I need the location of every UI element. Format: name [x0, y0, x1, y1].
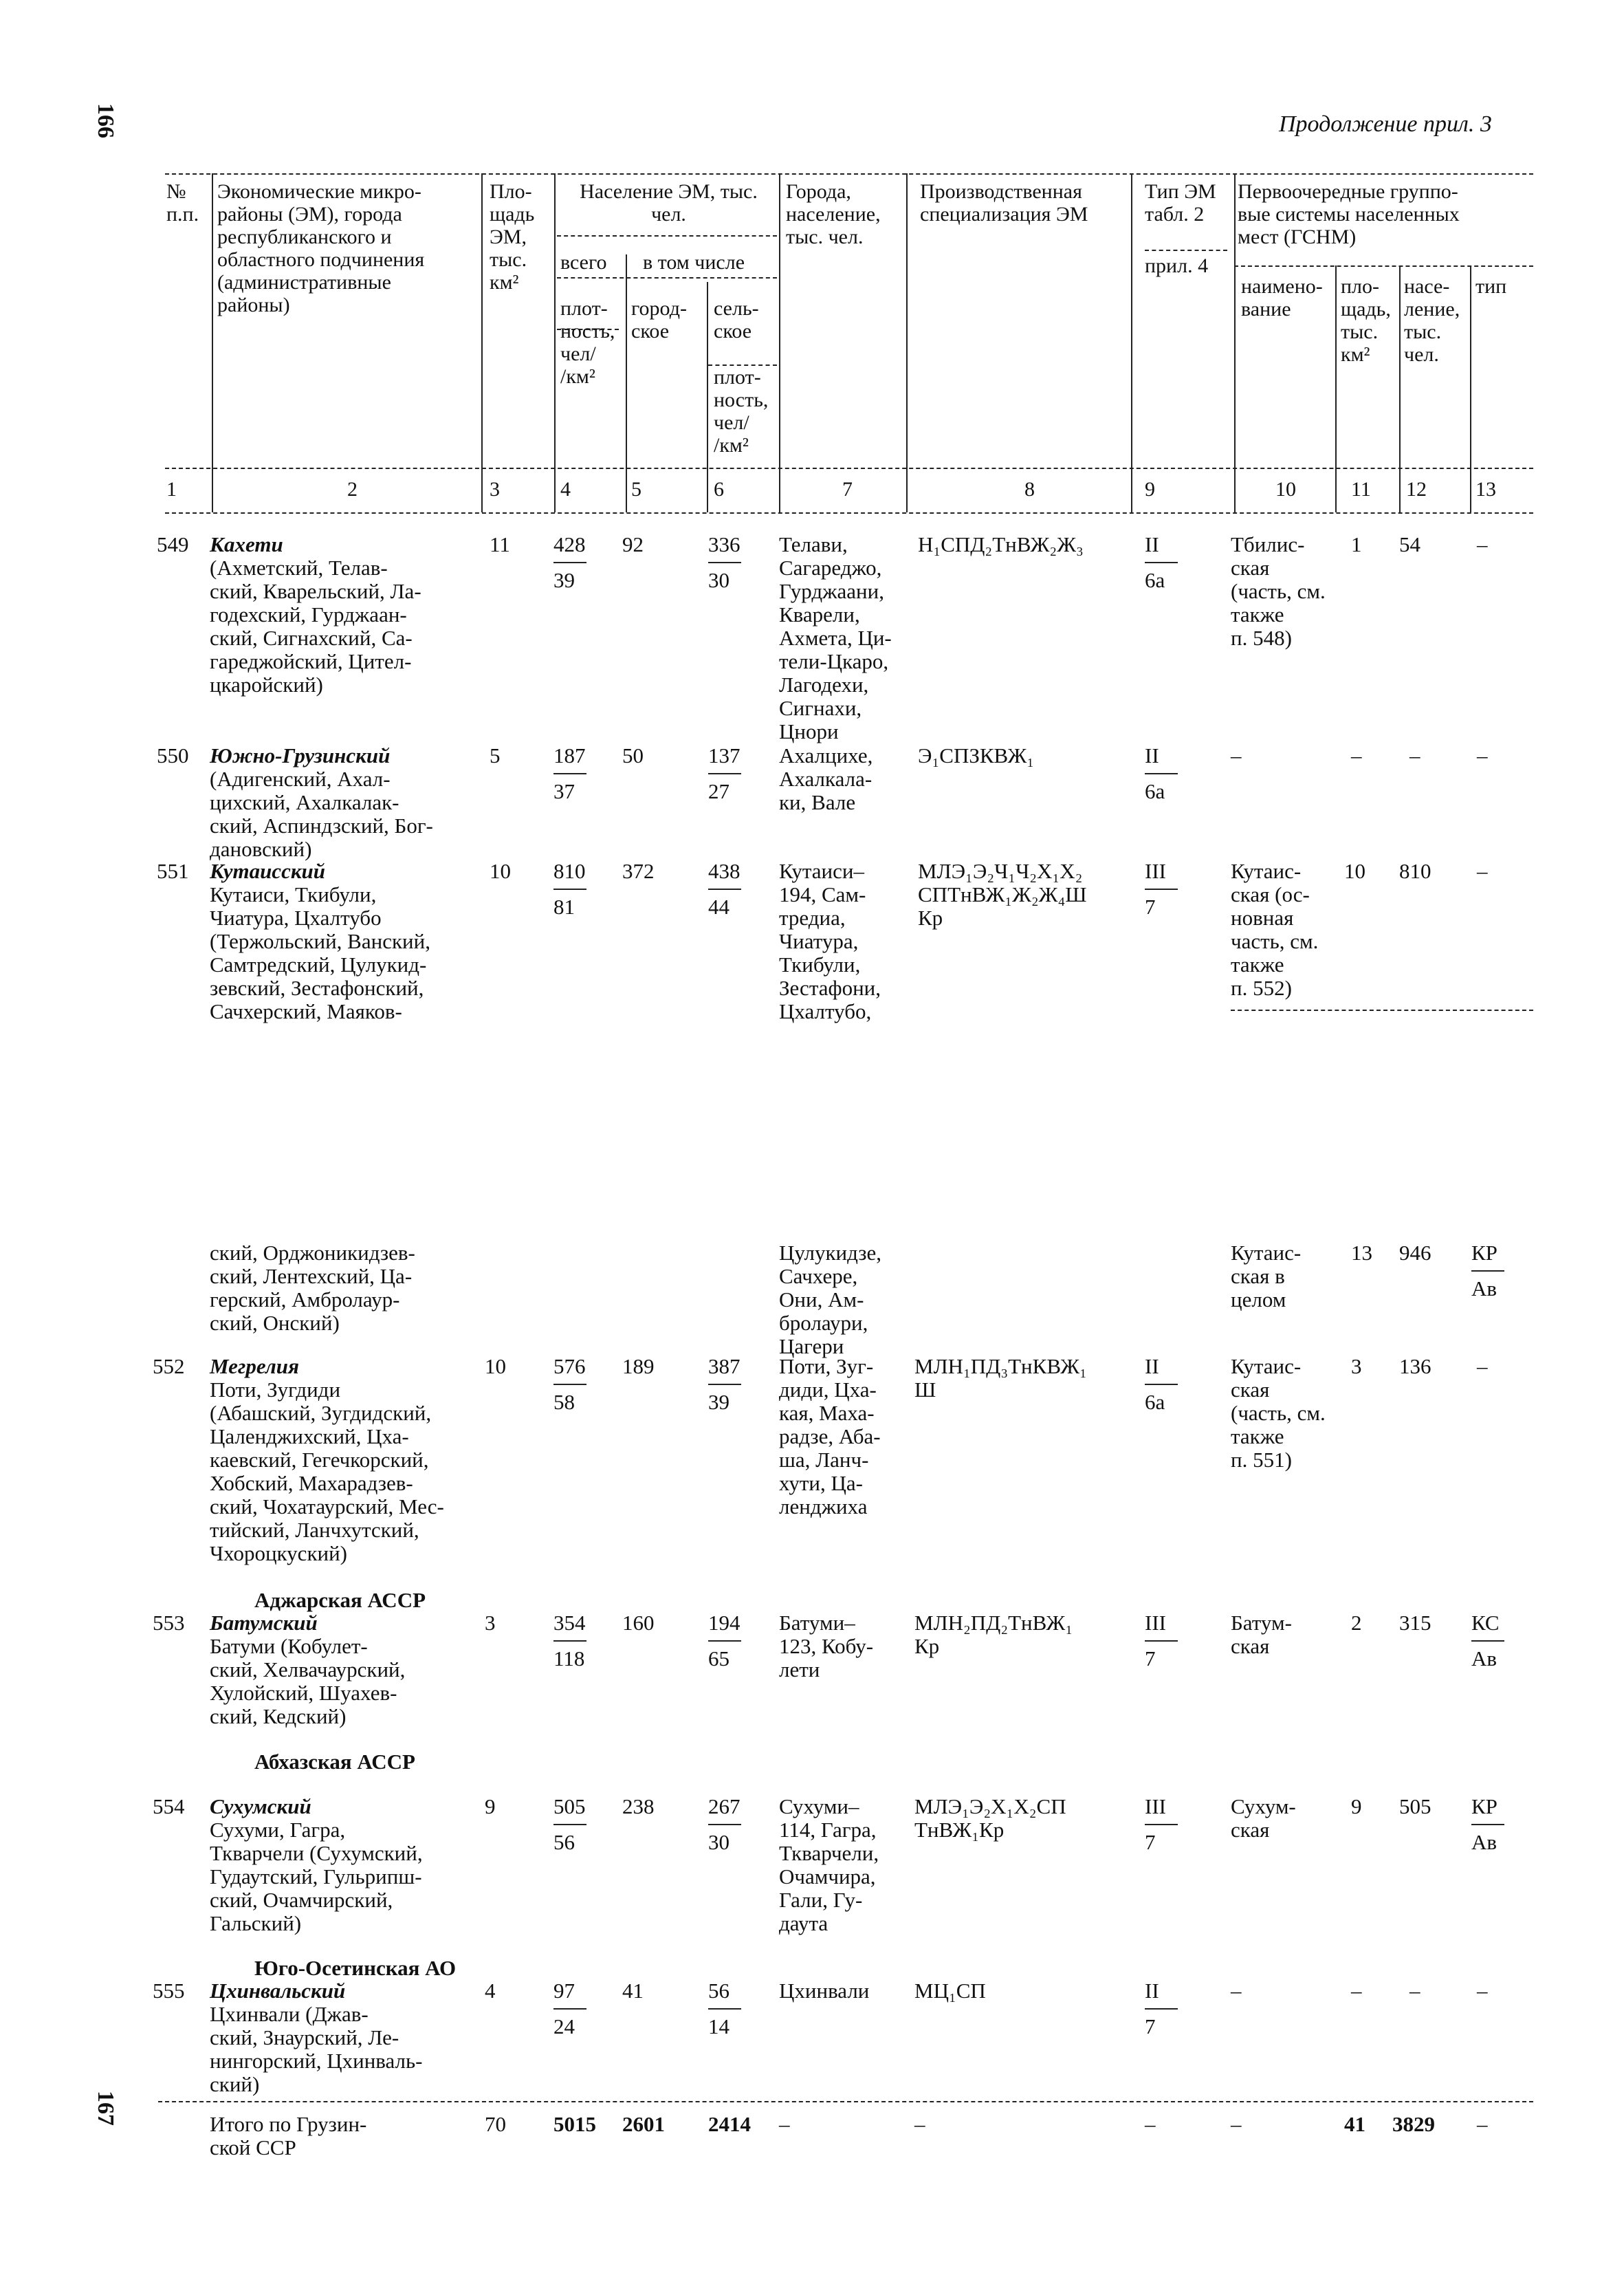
row-554-num: 554 [153, 1794, 185, 1818]
vline-2 [481, 173, 483, 512]
row-552-urban: 189 [622, 1354, 655, 1378]
row-555-rural-total: 56 [708, 1979, 729, 2003]
row-551-type [1145, 860, 1178, 919]
row-551-garea: 10 [1344, 859, 1365, 883]
header-sep-rule [165, 468, 1533, 469]
row-552-gsnm: Кутаис- ская (часть, см. также п. 551) [1231, 1354, 1326, 1472]
row-554-rural-total: 267 [708, 1794, 740, 1818]
row-550-desc: (Адигенский, Ахал- цихский, Ахалкалак- ский, Аспиндзский, Бог- дановский) [210, 767, 433, 861]
running-head: Продолжение прил. 3 [1279, 111, 1492, 137]
total-rule [158, 2101, 1533, 2102]
row-550-gpop: – [1409, 743, 1420, 768]
colnum-13: 13 [1475, 478, 1496, 501]
row-555-area: 4 [485, 1979, 496, 2003]
row-550-pop [553, 744, 586, 803]
row-552-pop-total: 576 [553, 1354, 586, 1378]
row-553-cities: Батуми– 123, Кобу- лети [779, 1611, 874, 1681]
row-551-num: 551 [157, 859, 189, 883]
row-554-area: 9 [485, 1794, 496, 1818]
vline-6 [779, 173, 780, 512]
hdr-urban: город- ское [631, 297, 687, 342]
colnum-3: 3 [490, 478, 500, 501]
vline-3 [554, 173, 556, 512]
row-553-type-bottom: 7 [1145, 1646, 1156, 1670]
row-550-rural-density: 27 [708, 779, 729, 803]
colnum-7: 7 [842, 478, 853, 501]
row-550-type [1145, 744, 1178, 803]
row-553-gsnm: Батум- ская [1231, 1611, 1292, 1658]
row-553-num: 553 [153, 1611, 185, 1635]
row-553-spec: МЛН₂ПД₂ТнВЖ₁ Кр [914, 1611, 1073, 1658]
total-area: 70 [485, 2112, 506, 2136]
row-551-pop [553, 860, 586, 919]
colnum-2: 2 [347, 478, 358, 501]
colnum-11: 11 [1351, 478, 1371, 501]
row-551-name: Кутаисский [210, 859, 326, 883]
row-552-desc: Поти, Зугдиди (Абашский, Зугдидский, Цаленджихский, Цха- каевский, Гегечкорский, Хобский, Махарадзев- ский, Чохатаурский, Мес- тийский, Ланчхутский, Чхороцкуский) [210, 1378, 444, 1565]
row-554-pop-total: 505 [553, 1794, 586, 1818]
header-sub-rule-gsnm [1234, 265, 1533, 267]
row-550-rural [708, 744, 741, 803]
total-type: – [1145, 2112, 1156, 2136]
row-553-garea: 2 [1351, 1611, 1362, 1635]
total-cities: – [779, 2112, 790, 2136]
row-549-num: 549 [157, 532, 189, 556]
header-sub-rule-type [1145, 250, 1227, 251]
row-555-type-top: II [1145, 1979, 1159, 2003]
row-554-type [1145, 1795, 1178, 1854]
total-gpop: 3829 [1392, 2112, 1435, 2136]
row-550-type-bottom: 6а [1145, 779, 1165, 803]
row-552-type [1145, 1355, 1178, 1414]
hdr-rural-density: плот- ность, чел/ /км² [714, 366, 769, 457]
header-sub-rule-pop2 [557, 277, 777, 279]
vline-7 [906, 173, 908, 512]
row-550-pop-total: 187 [553, 743, 586, 768]
colnum-5: 5 [631, 478, 641, 501]
hdr-type-bottom: прил. 4 [1145, 254, 1209, 277]
row-554-cities: Сухуми– 114, Гагра, Ткварчели, Очамчира, Гали, Гу- даута [779, 1794, 879, 1935]
row-552-pop [553, 1355, 586, 1414]
row-552-gpop: 136 [1399, 1354, 1431, 1378]
row-553-type [1145, 1611, 1178, 1670]
row-549-rural-density: 30 [708, 568, 729, 592]
row-551-gpop-whole: 946 [1399, 1241, 1431, 1265]
page-number-top: 166 [93, 103, 118, 138]
row-550-garea: – [1351, 743, 1362, 768]
row-551-gtype: – [1477, 859, 1488, 883]
hdr-gsnm-type: тип [1475, 275, 1507, 298]
row-551-rural-total: 438 [708, 859, 740, 883]
row-553-name: Батумский [210, 1611, 318, 1635]
row-555-spec: МЦ₁СП [914, 1979, 986, 2003]
row-552-gtype: – [1477, 1354, 1488, 1378]
hdr-name: Экономические микро- районы (ЭМ), города республиканского и областного подчинения (административные районы) [217, 180, 425, 316]
row-554-pop-density: 56 [553, 1830, 575, 1854]
section-ossetia: Юго-Осетинская АО [254, 1956, 457, 1980]
row-550-type-top: II [1145, 743, 1159, 768]
row-549-gtype: – [1477, 532, 1488, 556]
header-sub-rule-pop [557, 235, 777, 237]
row-552-spec: МЛН₁ПД₃ТнКВЖ₁ Ш [914, 1354, 1087, 1402]
row-555-type-bottom: 7 [1145, 2014, 1156, 2038]
colnum-9: 9 [1145, 478, 1155, 501]
row-552-area: 10 [485, 1354, 506, 1378]
row-552-cities: Поти, Зуг- диди, Цха- кая, Маха- радзе, Аба- ша, Ланч- хути, Ца- ленджиха [779, 1354, 881, 1519]
vline-10 [1335, 265, 1337, 512]
hdr-gsnm-area: пло- щадь, тыс. км² [1341, 275, 1391, 366]
row-555-urban: 41 [622, 1979, 644, 2003]
row-554-gpop: 505 [1399, 1794, 1431, 1818]
row-551-desc: Кутаиси, Ткибули, Чиатура, Цхалтубо (Тержольский, Ванский, Самтредский, Цулукид- зевский, Зестафонский, Сачхерский, Маяков- [210, 882, 430, 1023]
row-550-pop-density: 37 [553, 779, 575, 803]
row-551-type-bottom: 7 [1145, 895, 1156, 919]
row-552-garea: 3 [1351, 1354, 1362, 1378]
row-549-pop-total: 428 [553, 532, 586, 556]
row-553-pop-density: 118 [553, 1646, 585, 1670]
row-550-cities: Ахалцихе, Ахалкала- ки, Вале [779, 743, 873, 814]
row-550-name: Южно-Грузинский [210, 743, 391, 768]
row-549-pop [553, 533, 586, 592]
row-553-rural-total: 194 [708, 1611, 740, 1635]
total-garea: 41 [1344, 2112, 1365, 2136]
row-550-spec: Э₁СПЗКВЖ₁ [918, 743, 1035, 768]
row-554-spec: МЛЭ₁Э₂Х₁Х₂СП ТнВЖ₁Кр [914, 1794, 1066, 1842]
hdr-gsnm-name: наимено- вание [1241, 275, 1323, 320]
row-551-gtype-whole [1471, 1241, 1504, 1300]
row-552-type-top: II [1145, 1354, 1159, 1378]
row-554-rural [708, 1795, 741, 1854]
row-549-name: Кахети [210, 532, 283, 556]
row-552-rural-total: 387 [708, 1354, 740, 1378]
row-551-pop-total: 810 [553, 859, 586, 883]
vline-5 [707, 282, 708, 512]
row-553-area: 3 [485, 1611, 496, 1635]
vline-4 [626, 254, 627, 512]
row-553-gtype-bottom: Ав [1471, 1646, 1497, 1670]
row-550-gsnm: – [1231, 743, 1242, 768]
total-pop: 5015 [553, 2112, 596, 2136]
row-551-gsnm-rule [1231, 1010, 1533, 1011]
row-549-rural [708, 533, 741, 592]
row-554-type-top: III [1145, 1794, 1166, 1818]
header-top-rule [165, 173, 1533, 175]
row-551-pop-density: 81 [553, 895, 575, 919]
row-552-rural-density: 39 [708, 1390, 729, 1414]
colnum-6: 6 [714, 478, 724, 501]
header-bottom-rule [165, 512, 1533, 514]
hdr-gsnm-group: Первоочередные группо- вые системы населенных мест (ГСНМ) [1238, 180, 1460, 248]
row-551-garea-whole: 13 [1351, 1241, 1372, 1265]
row-549-type [1145, 533, 1178, 592]
row-553-gtype [1471, 1611, 1504, 1670]
row-553-pop [553, 1611, 586, 1670]
row-551-cities: Кутаиси– 194, Сам- тредиа, Чиатура, Ткибули, Зестафони, Цхалтубо, [779, 859, 881, 1023]
row-552-name: Мегрелия [210, 1354, 299, 1378]
row-550-num: 550 [157, 743, 189, 768]
vline-12 [1470, 265, 1471, 512]
row-554-rural-density: 30 [708, 1830, 729, 1854]
hdr-pop-incl: в том числе [643, 251, 745, 274]
row-549-type-bottom: 6а [1145, 568, 1165, 592]
row-552-rural [708, 1355, 741, 1414]
section-abkhaz: Абхазская АССР [254, 1750, 415, 1774]
total-gsnm: – [1231, 2112, 1242, 2136]
row-550-gtype: – [1477, 743, 1488, 768]
row-555-gpop: – [1409, 1979, 1420, 2003]
row-553-type-top: III [1145, 1611, 1166, 1635]
row-549-urban: 92 [622, 532, 644, 556]
row-549-gpop: 54 [1399, 532, 1420, 556]
row-554-gtype-bottom: Ав [1471, 1830, 1497, 1854]
row-550-rural-total: 137 [708, 743, 740, 768]
row-551-spec: МЛЭ₁Э₂Ч₁Ч₂Х₁Х₂ СПТнВЖ₁Ж₂Ж₄Ш Кр [918, 859, 1087, 930]
colnum-10: 10 [1275, 478, 1296, 501]
row-549-spec: Н₁СПД₂ТнВЖ₂Ж₃ [918, 532, 1084, 556]
row-554-gtype [1471, 1795, 1504, 1854]
row-552-pop-density: 58 [553, 1390, 575, 1414]
row-555-cities: Цхинвали [779, 1979, 870, 2003]
row-549-garea: 1 [1351, 532, 1362, 556]
row-553-gpop: 315 [1399, 1611, 1431, 1635]
row-551-type-top: III [1145, 859, 1166, 883]
row-555-garea: – [1351, 1979, 1362, 2003]
row-554-name: Сухумский [210, 1794, 311, 1818]
total-label: Итого по Грузин- ской ССР [210, 2112, 367, 2159]
row-551-gtype-whole-bottom: Ав [1471, 1276, 1497, 1300]
row-554-gtype-top: КР [1471, 1794, 1497, 1818]
row-553-pop-total: 354 [553, 1611, 586, 1635]
hdr-num: № п.п. [166, 180, 199, 226]
row-551-urban: 372 [622, 859, 655, 883]
vline-11 [1399, 265, 1401, 512]
row-555-name: Цхинвальский [210, 1979, 346, 2003]
row-555-pop-total: 97 [553, 1979, 575, 2003]
hdr-type-top: Тип ЭМ табл. 2 [1145, 180, 1216, 226]
row-555-pop [553, 1979, 586, 2038]
row-553-urban: 160 [622, 1611, 655, 1635]
colnum-12: 12 [1406, 478, 1427, 501]
hdr-gsnm-pop: насе- ление, тыс. чел. [1404, 275, 1460, 366]
colnum-4: 4 [560, 478, 571, 501]
row-554-urban: 238 [622, 1794, 655, 1818]
hdr-cities: Города, население, тыс. чел. [786, 180, 881, 248]
row-550-urban: 50 [622, 743, 644, 768]
hdr-spec: Производственная специализация ЭМ [920, 180, 1088, 226]
row-551-gpop: 810 [1399, 859, 1431, 883]
row-554-garea: 9 [1351, 1794, 1362, 1818]
hdr-area: Пло- щадь ЭМ, тыс. км² [490, 180, 535, 294]
row-552-type-bottom: 6а [1145, 1390, 1165, 1414]
row-551-rural-density: 44 [708, 895, 729, 919]
row-553-desc: Батуми (Кобулет- ский, Хелвачаурский, Хулойский, Шуахев- ский, Кедский) [210, 1634, 406, 1728]
vline-1 [212, 173, 213, 512]
row-555-desc: Цхинвали (Джав- ский, Знаурский, Ле- нингорский, Цхинваль- ский) [210, 2002, 423, 2096]
row-555-rural [708, 1979, 741, 2038]
row-551-gsnm-whole: Кутаис- ская в целом [1231, 1241, 1302, 1311]
row-554-pop [553, 1795, 586, 1854]
hdr-pop-total: всего [560, 251, 607, 274]
row-549-desc: (Ахметский, Телав- ский, Кварельский, Ла- годехский, Гурджаан- ский, Сигнахский, Са- гареджойский, Цител- цкаройский) [210, 556, 421, 697]
row-549-type-top: II [1145, 532, 1159, 556]
section-adjara: Аджарская АССР [254, 1588, 426, 1612]
row-549-gsnm: Тбилис- ская (часть, см. также п. 548) [1231, 532, 1326, 650]
row-549-rural-total: 336 [708, 532, 740, 556]
row-554-type-bottom: 7 [1145, 1830, 1156, 1854]
row-551-cities-cont: Цулукидзе, Сачхере, Они, Ам- бролаури, Цагери [779, 1241, 882, 1358]
row-553-gtype-top: КС [1471, 1611, 1500, 1635]
hdr-rural: сель- ское [714, 297, 759, 342]
total-rural: 2414 [708, 2112, 751, 2136]
row-555-rural-density: 14 [708, 2014, 729, 2038]
vline-8 [1131, 173, 1132, 512]
row-551-rural [708, 860, 741, 919]
colnum-1: 1 [166, 478, 177, 501]
row-555-num: 555 [153, 1979, 185, 2003]
row-554-gsnm: Сухум- ская [1231, 1794, 1296, 1842]
row-553-rural-density: 65 [708, 1646, 729, 1670]
total-gtype: – [1477, 2112, 1488, 2136]
colnum-8: 8 [1024, 478, 1035, 501]
page-number-bottom: 167 [93, 2091, 118, 2126]
row-551-area: 10 [490, 859, 511, 883]
row-549-pop-density: 39 [553, 568, 575, 592]
row-551-gtype-whole-top: КР [1471, 1241, 1497, 1265]
row-554-desc: Сухуми, Гагра, Ткварчели (Сухумский, Гудаутский, Гульрипш- ский, Очамчирский, Гальский) [210, 1818, 423, 1935]
row-555-type [1145, 1979, 1178, 2038]
hdr-pop-group: Население ЭМ, тыс. чел. [580, 180, 758, 226]
hdr-pop-density: плот- ность, чел/ /км² [560, 297, 615, 388]
row-553-rural [708, 1611, 741, 1670]
row-555-pop-density: 24 [553, 2014, 575, 2038]
vline-9 [1234, 173, 1236, 512]
row-551-gsnm: Кутаис- ская (ос- новная часть, см. также п. 552) [1231, 859, 1319, 1000]
row-555-gsnm: – [1231, 1979, 1242, 2003]
row-552-num: 552 [153, 1354, 185, 1378]
row-550-area: 5 [490, 743, 501, 768]
row-549-cities: Телави, Сагареджо, Гурджаани, Кварели, Ахмета, Ци- тели-Цкаро, Лагодехи, Сигнахи, Цнори [779, 532, 892, 743]
row-551-desc-cont: ский, Орджоникидзев- ский, Лентехский, Ца- герский, Амбролаур- ский, Онский) [210, 1241, 415, 1335]
total-spec: – [914, 2112, 925, 2136]
row-549-area: 11 [490, 532, 510, 556]
total-urban: 2601 [622, 2112, 665, 2136]
row-555-gtype: – [1477, 1979, 1488, 2003]
